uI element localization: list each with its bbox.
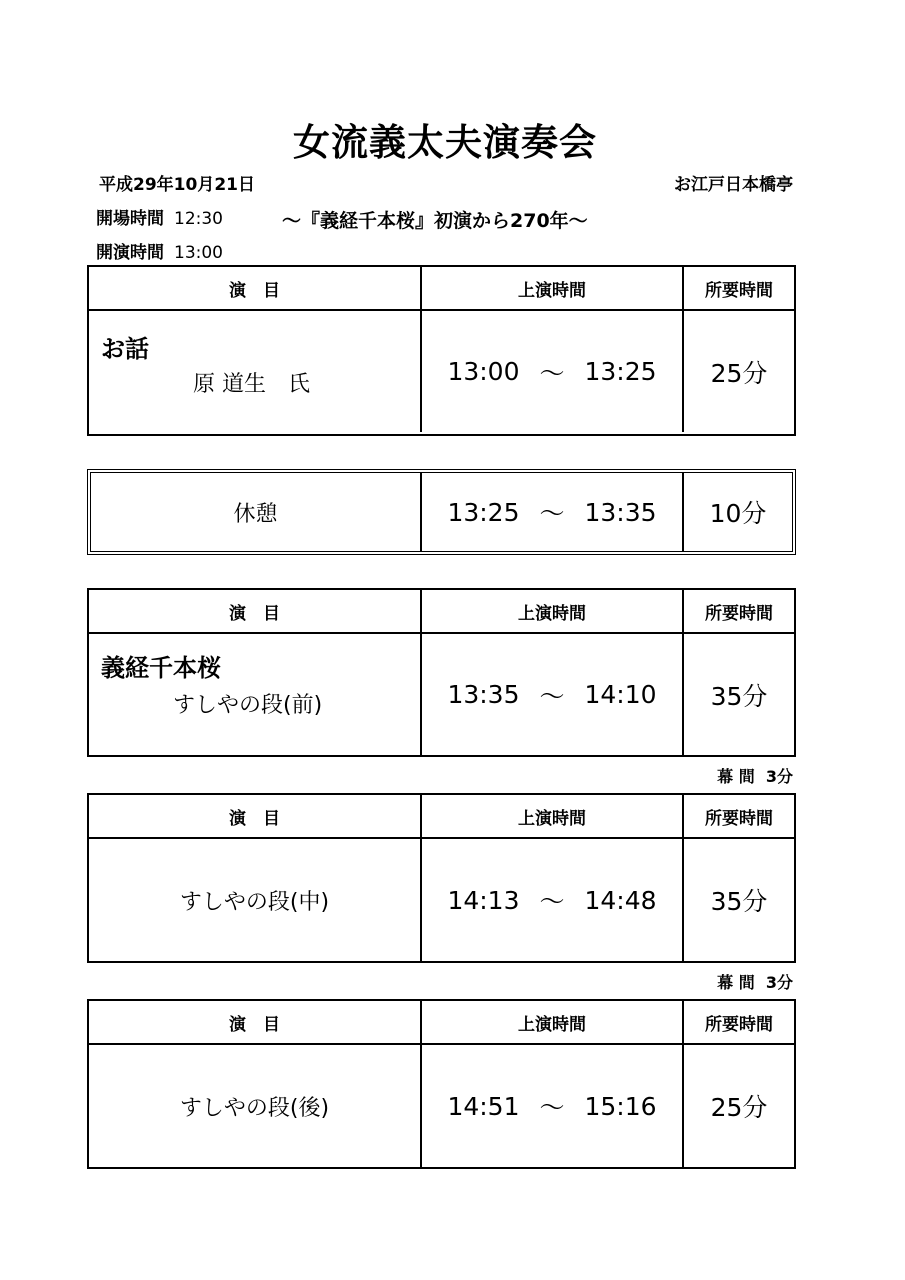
time-start: 13:25 <box>447 497 520 527</box>
subtitle: ～『義経千本桜』初演から270年～ <box>282 210 588 232</box>
program-cell: 休憩 <box>91 473 422 551</box>
time-end: 14:10 <box>584 680 657 709</box>
header-duration: 所要時間 <box>705 1014 773 1035</box>
event-date: 平成29年10月21日 <box>99 175 255 195</box>
time-separator: ～ <box>539 358 565 388</box>
program-cell: すしやの段(後) <box>89 1045 422 1167</box>
time-separator: ～ <box>539 499 565 528</box>
schedule-table-part1 <box>87 588 796 757</box>
intermission-note <box>717 970 793 993</box>
duration-cell: 25分 <box>710 1093 768 1122</box>
header-program: 演 目 <box>89 267 422 309</box>
program-cell <box>89 311 422 432</box>
header-time: 上演時間 <box>422 795 684 837</box>
program-title: 義経千本桜 <box>101 654 221 682</box>
doors-open-label: 開場時間 <box>96 209 164 229</box>
intermission-duration: 3分 <box>765 973 793 992</box>
intermission-duration: 3分 <box>765 767 793 786</box>
program-cell <box>89 634 422 755</box>
schedule-table-part2 <box>87 793 796 963</box>
intermission-label: 幕 間 <box>717 973 755 992</box>
show-start-line <box>96 238 223 263</box>
table-row <box>89 839 794 961</box>
duration-cell: 25分 <box>710 358 768 388</box>
table-header <box>89 590 794 634</box>
time-end: 14:48 <box>584 885 657 915</box>
doors-open-line <box>96 204 223 229</box>
header-program: 演 目 <box>89 1001 422 1043</box>
duration-cell: 35分 <box>710 887 768 916</box>
time-start: 13:00 <box>447 357 520 386</box>
duration-cell: 10分 <box>709 499 767 528</box>
time-separator: ～ <box>539 681 565 711</box>
time-cell <box>422 473 684 551</box>
time-cell <box>422 839 684 961</box>
show-start-label: 開演時間 <box>96 243 164 263</box>
program-cell: すしやの段(中) <box>89 839 422 961</box>
show-start-time: 13:00 <box>174 243 223 263</box>
doors-open-time: 12:30 <box>174 209 223 229</box>
time-end: 15:16 <box>584 1091 657 1121</box>
intermission-label: 幕 間 <box>717 767 755 786</box>
header-duration: 所要時間 <box>705 603 773 624</box>
table-header <box>89 1001 794 1045</box>
header-program: 演 目 <box>89 590 422 632</box>
duration-cell: 35分 <box>710 681 768 711</box>
header-time: 上演時間 <box>422 590 684 632</box>
table-row <box>91 473 792 551</box>
time-start: 13:35 <box>447 680 520 709</box>
time-separator: ～ <box>539 887 565 916</box>
schedule-table-part3 <box>87 999 796 1169</box>
time-cell <box>422 1045 684 1167</box>
time-end: 13:25 <box>584 357 657 386</box>
header-time: 上演時間 <box>422 267 684 309</box>
time-end: 13:35 <box>584 497 657 527</box>
table-header <box>89 795 794 839</box>
program-title: お話 <box>101 335 149 363</box>
time-separator: ～ <box>539 1093 565 1122</box>
header-duration: 所要時間 <box>705 808 773 829</box>
program-act: すしやの段(前) <box>173 693 323 718</box>
table-header <box>89 267 794 311</box>
program-speaker: 原 道生 氏 <box>193 372 310 397</box>
table-row <box>89 1045 794 1167</box>
page-title: 女流義太夫演奏会 <box>293 121 597 164</box>
schedule-table-break <box>87 469 796 555</box>
header-time: 上演時間 <box>422 1001 684 1043</box>
time-start: 14:51 <box>447 1091 520 1121</box>
venue-name: お江戸日本橋亭 <box>674 175 793 195</box>
table-row <box>89 311 794 432</box>
schedule-table-talk <box>87 265 796 436</box>
time-cell <box>422 634 684 755</box>
header-program: 演 目 <box>89 795 422 837</box>
time-cell <box>422 311 684 432</box>
header-duration: 所要時間 <box>705 280 773 301</box>
intermission-note <box>717 764 793 787</box>
time-start: 14:13 <box>447 885 520 915</box>
table-row <box>89 634 794 755</box>
